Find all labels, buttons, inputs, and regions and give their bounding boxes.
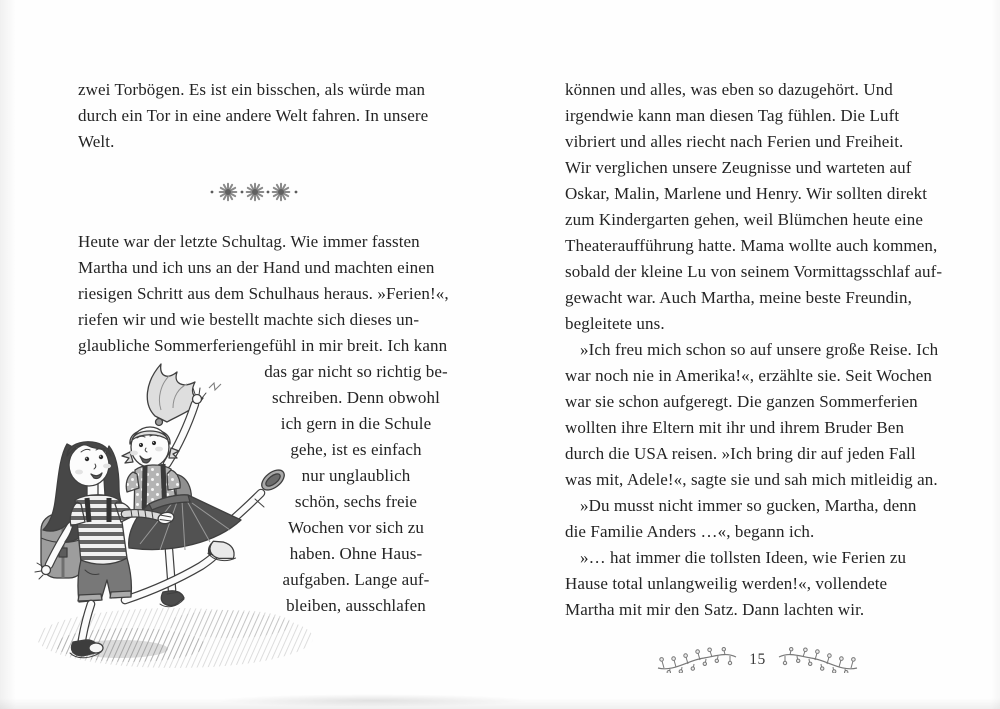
- illustration-two-girls: [25, 352, 325, 682]
- vine-ornament-right-icon: [777, 647, 859, 673]
- paragraph: [78, 77, 458, 155]
- page-edge-shadow: [215, 694, 530, 707]
- page-footer: [565, 647, 950, 673]
- text-line: schreiben. Denn obwohl: [272, 388, 440, 407]
- text-line: Hause total unlangweilig werden!«, vollendete: [565, 574, 888, 593]
- text-line: begleitete uns.: [565, 314, 665, 333]
- text-line: haben. Ohne Haus-: [289, 544, 423, 563]
- text-line: zum Kindergarten gehen, weil Blümchen heute eine: [565, 210, 924, 229]
- text-line: riefen wir und wie bestellt machte sich dieses un-: [78, 310, 420, 329]
- text-line: sobald der kleine Lu von seinem Vormittagsschlaf auf-: [565, 262, 943, 281]
- text-line: Wir verglichen unsere Zeugnisse und warteten auf: [565, 158, 912, 177]
- paragraph: [565, 77, 950, 337]
- text-line: bleiben, ausschlafen: [286, 596, 426, 615]
- text-line: »Du musst nicht immer so gucken, Martha, denn: [580, 496, 917, 515]
- text-line: zwei Torbögen. Es ist ein bisschen, als würde man: [78, 80, 426, 99]
- text-line: schön, sechs freie: [294, 492, 418, 511]
- text-line: war noch nie in Amerika!«, erzählte sie. Seit Wochen: [565, 366, 933, 385]
- text-line: Theateraufführung hatte. Mama wollte auch kommen,: [565, 236, 938, 255]
- text-line: irgendwie kann man diesen Tag fühlen. Die Luft: [565, 106, 900, 125]
- page-number: 15: [749, 651, 766, 669]
- flower-divider: [209, 181, 301, 203]
- paragraph: [565, 545, 950, 623]
- text-line: Oskar, Malin, Marlene und Henry. Wir sollten direkt: [565, 184, 928, 203]
- text-line: Heute war der letzte Schultag. Wie immer fassten: [78, 232, 420, 251]
- paragraph: [565, 337, 950, 493]
- text-line: Martha mit mir den Satz. Dann lachten wir.: [565, 600, 865, 619]
- text-line: das gar nicht so richtig be-: [264, 362, 448, 381]
- text-line: riesigen Schritt aus dem Schulhaus heraus. »Ferien!«,: [78, 284, 449, 303]
- girl-blonde: [122, 364, 288, 607]
- paragraph: [78, 229, 458, 359]
- text-line: durch die USA reisen. »Ich bring dir auf jeden Fall: [565, 444, 916, 463]
- text-line: wollten ihre Eltern mit ihr und ihrem Bruder Ben: [565, 418, 905, 437]
- text-line: aufgaben. Lange auf-: [282, 570, 430, 589]
- text-line: vibriert und alles riecht nach Ferien und Freiheit.: [565, 132, 904, 151]
- paragraph: [565, 493, 950, 545]
- book-page-left: [78, 77, 458, 619]
- book-page-right: [565, 77, 950, 669]
- text-line: Wochen vor sich zu: [288, 518, 424, 537]
- daisy-divider-icon: [209, 181, 301, 203]
- text-line: Welt.: [78, 132, 115, 151]
- text-line: ich gern in die Schule: [280, 414, 432, 433]
- text-line: die Familie Anders …«, begann ich.: [565, 522, 815, 541]
- text-line: Martha und ich uns an der Hand und machten einen: [78, 258, 435, 277]
- text-line: was mit, Adele!«, sagte sie und sah mich mitleidig an.: [565, 470, 938, 489]
- text-line: »Ich freu mich schon so auf unsere große Reise. Ich: [580, 340, 939, 359]
- text-line: nur unglaublich: [301, 466, 411, 485]
- vine-ornament-left-icon: [656, 647, 738, 673]
- text-line: gewacht war. Auch Martha, meine beste Freundin,: [565, 288, 912, 307]
- text-line: war sie schon aufgeregt. Die ganzen Sommerferien: [565, 392, 918, 411]
- text-line: glaubliche Sommerferiengefühl in mir breit. Ich kann: [78, 336, 448, 355]
- text-line: durch ein Tor in eine andere Welt fahren. In unsere: [78, 106, 429, 125]
- text-line: können und alles, was eben so dazugehört. Und: [565, 80, 893, 99]
- text-line: »… hat immer die tollsten Ideen, wie Ferien zu: [580, 548, 907, 567]
- text-line: gehe, ist es einfach: [290, 440, 422, 459]
